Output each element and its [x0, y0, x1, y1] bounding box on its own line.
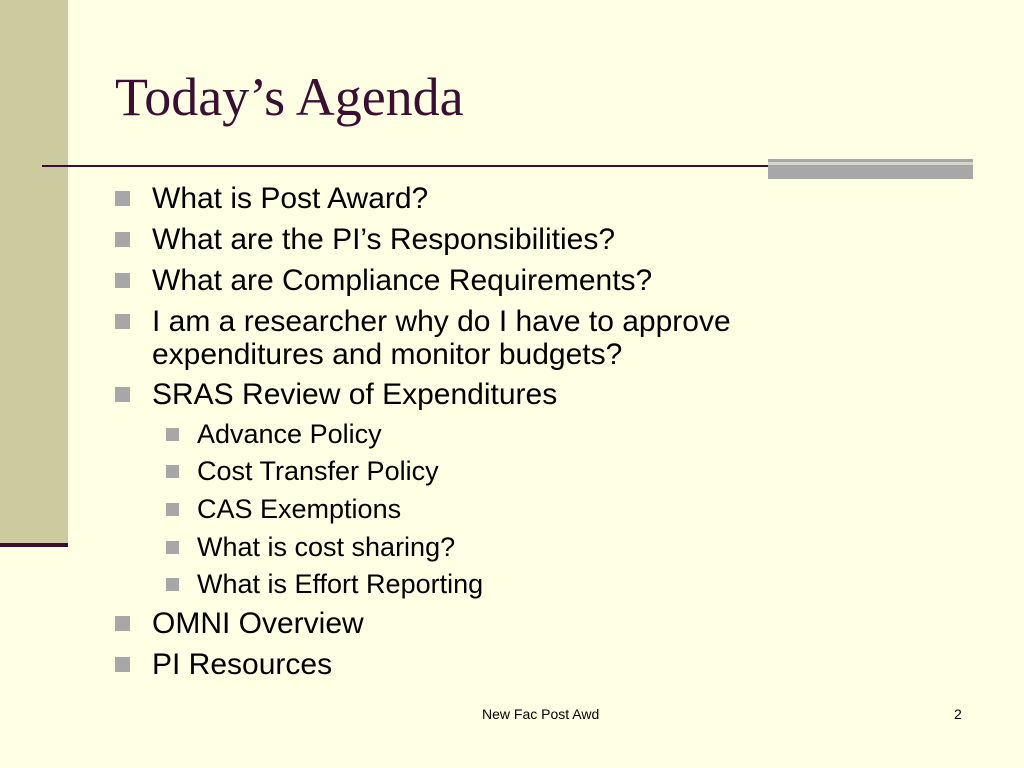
agenda-item-text: What is Post Award?: [152, 182, 429, 215]
title-divider-accent-bar-solid: [768, 168, 973, 179]
agenda-subitem-text: What is cost sharing?: [197, 532, 456, 562]
agenda-item-text: What are the PI’s Responsibilities?: [152, 223, 616, 256]
slide-title: Today’s Agenda: [115, 67, 464, 127]
agenda-item-text: I am a researcher why do I have to approve: [152, 305, 731, 338]
square-bullet-icon: [166, 428, 179, 441]
square-bullet-icon: [166, 465, 179, 478]
square-bullet-icon: [115, 273, 130, 288]
agenda-item: [152, 648, 332, 681]
square-bullet-icon: [115, 387, 130, 402]
agenda-item-text: OMNI Overview: [152, 607, 364, 640]
agenda-subitem-text: Cost Transfer Policy: [197, 456, 439, 486]
agenda-item: [152, 305, 731, 338]
agenda-item-text: What are Compliance Requirements?: [152, 264, 653, 297]
square-bullet-icon: [115, 616, 130, 631]
agenda-subitem: [197, 494, 401, 524]
agenda-subitem-text: What is Effort Reporting: [197, 569, 484, 599]
square-bullet-icon: [115, 191, 130, 206]
agenda-item-text: expenditures and monitor budgets?: [152, 338, 623, 371]
agenda-item-continuation: [152, 338, 622, 371]
agenda-item: [152, 223, 615, 256]
agenda-subitem: [197, 419, 382, 449]
square-bullet-icon: [115, 232, 130, 247]
agenda-subitem-text: Advance Policy: [197, 419, 382, 449]
square-bullet-icon: [115, 314, 130, 329]
slide-number: 2: [954, 706, 962, 722]
agenda-subitem: [197, 456, 439, 486]
agenda-item-text: PI Resources: [152, 648, 333, 681]
agenda-subitem: [197, 569, 483, 599]
agenda-item: [152, 607, 364, 640]
square-bullet-icon: [115, 657, 130, 672]
agenda-item: [152, 264, 652, 297]
slide-footer: New Fac Post Awd: [482, 706, 600, 722]
agenda-item: [152, 182, 428, 215]
square-bullet-icon: [166, 541, 179, 554]
left-band-accent-line: [0, 543, 68, 547]
square-bullet-icon: [166, 503, 179, 516]
left-decorative-band: [0, 0, 68, 544]
agenda-item: [152, 378, 557, 411]
agenda-subitem-text: CAS Exemptions: [197, 494, 402, 524]
agenda-subitem: [197, 532, 455, 562]
agenda-item-text: SRAS Review of Expenditures: [152, 378, 558, 411]
square-bullet-icon: [166, 578, 179, 591]
